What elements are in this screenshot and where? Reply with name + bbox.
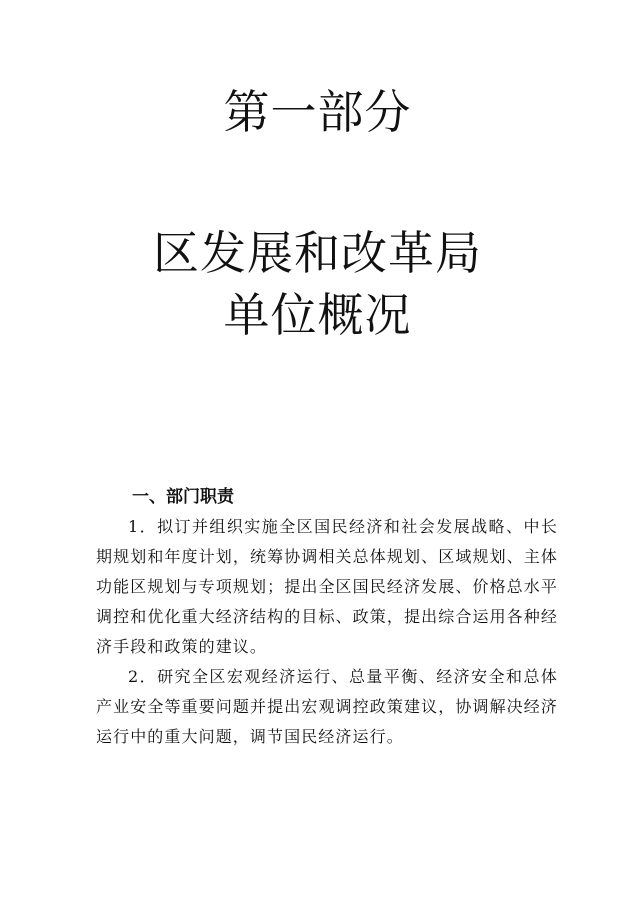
part-title: 第一部分 [223, 85, 412, 139]
org-title-line-1: 区发展和改革局 [153, 226, 482, 280]
duty-paragraph-1: 1．拟订并组织实施全区国民经济和社会发展战略、中长期规划和年度计划，统筹协调相关总体规划、区域规划、主体功能区规划与专项规划；提出全区国民经济发展、价格总水平调控和优化重大经济结构的目标、政策，提出综合运用各种经济手段和政策的建议。 [96, 517, 558, 656]
org-title-line-2: 单位概况 [223, 288, 412, 342]
duty-paragraph-2: 2．研究全区宏观经济运行、总量平衡、经济安全和总体产业安全等重要问题并提出宏观调控政策建议，协调解决经济运行中的重大问题，调节国民经济运行。 [96, 667, 558, 746]
duties-section [96, 482, 558, 752]
section-heading: 一、部门职责 [132, 487, 234, 507]
org-title [0, 222, 635, 346]
